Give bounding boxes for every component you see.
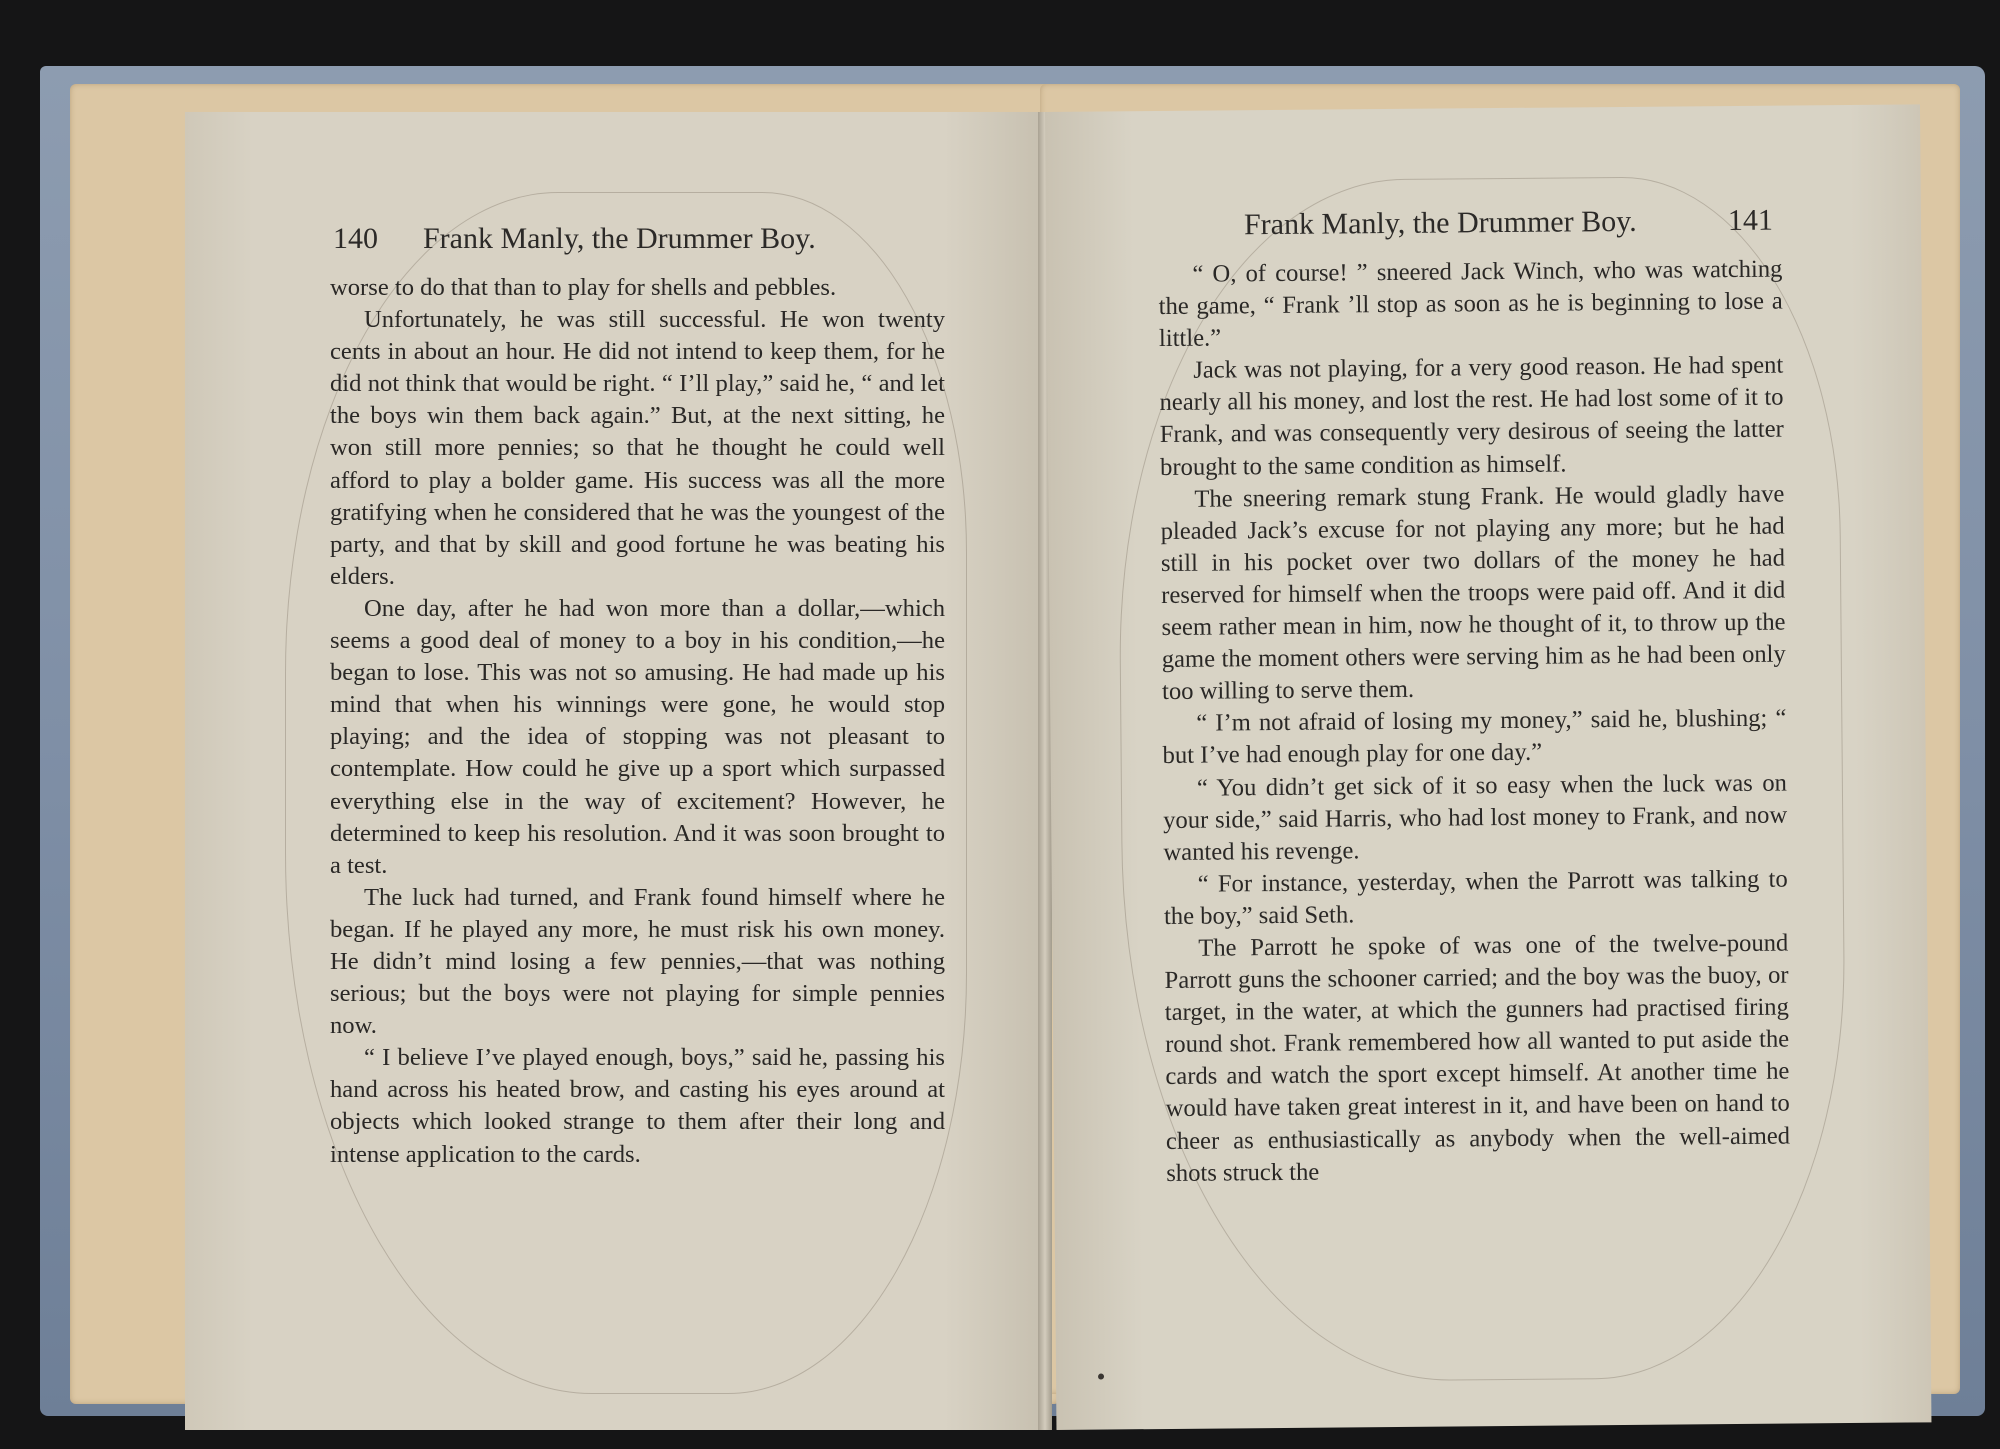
paragraph: The Parrott he spoke of was one of the twelve-pound Parrott guns the schooner carried; and the boy was the buoy, or target, in the water, at which the gunners had practised firing round shot. Frank remembered how all wanted to put aside the cards and watch the sport except himself. At another time he would have taken great interest in it, and have been on hand to cheer as enthusiastically as anybody when the well-aimed shots struck the bbox=[1164, 929, 1791, 1187]
left-page-text bbox=[330, 272, 945, 1171]
right-running-head bbox=[1046, 202, 1921, 254]
left-running-head bbox=[185, 222, 1047, 266]
paragraph: “ You didn’t get sick of it so easy when the luck was on your side,” said Harris, who had lost money to Frank, and now wanted his revenge. bbox=[1163, 769, 1788, 866]
running-title: Frank Manly, the Drummer Boy. bbox=[423, 222, 816, 255]
paragraph: “ I believe I’ve played enough, boys,” said he, passing his hand across his heated brow, and casting his eyes around at objects which looked strange to them after their long and intense application to the cards. bbox=[330, 1044, 945, 1168]
right-page bbox=[1045, 104, 1931, 1430]
paragraph: worse to do that than to play for shells and pebbles. bbox=[330, 274, 837, 301]
page-number: 141 bbox=[1727, 203, 1774, 238]
page-number: 140 bbox=[333, 222, 378, 255]
paragraph: “ O, of course! ” sneered Jack Winch, who was watching the game, “ Frank ’ll stop as soon as he is beginning to lose a little.” bbox=[1158, 255, 1783, 353]
paragraph: “ For instance, yesterday, when the Parrott was talking to the boy,” said Seth. bbox=[1163, 865, 1788, 930]
paragraph: The luck had turned, and Frank found himself where he began. If he played any more, he must risk his own money. He didn’t mind losing a few pennies,—that was nothing serious; but the boys were not playing for simple pennies now. bbox=[330, 883, 945, 1040]
left-page bbox=[185, 112, 1047, 1430]
paragraph: One day, after he had won more than a dollar,—which seems a good deal of money to a boy in his condition,—he began to lose. This was not so amusing. He had made up his mind that when his winnings were gone, he would stop playing; and the idea of stopping was not pleasant to contemplate. How could he give up a sport which surpassed everything else in the way of excitement? However, he determined to keep his resolution. And it was soon brought to a test. bbox=[330, 594, 945, 879]
running-title: Frank Manly, the Drummer Boy. bbox=[1243, 204, 1637, 242]
paragraph: “ I’m not afraid of losing my money,” said he, blushing; “ but I’ve had enough play for one day.” bbox=[1162, 704, 1787, 770]
right-page-text bbox=[1158, 254, 1790, 1190]
paragraph: Unfortunately, he was still successful. He won twenty cents in about an hour. He did not intend to keep them, for he did not think that would be right. “ I’ll play,” said he, “ and let the boys win them back again.” But, at the next sitting, he won still more pennies; so that he thought he could well afford to play a bolder game. His success was all the more gratifying when he considered that he was the youngest of the party, and that by skill and good fortune he was beating his elders. bbox=[330, 306, 945, 590]
paragraph: The sneering remark stung Frank. He would gladly have pleaded Jack’s excuse for not playing any more; but he had still in his pocket over two dollars of the money he had reserved for himself when the troops were paid off. And it did seem rather mean in him, now he thought of it, to throw up the game the moment others were serving him as he had been only too willing to serve them. bbox=[1160, 480, 1786, 706]
paragraph: Jack was not playing, for a very good reason. He had spent nearly all his money, and lost the rest. He had lost some of it to Frank, and was consequently very desirous of seeing the latter brought to the same condition as himself. bbox=[1159, 351, 1784, 481]
paper-speck bbox=[1098, 1374, 1104, 1380]
